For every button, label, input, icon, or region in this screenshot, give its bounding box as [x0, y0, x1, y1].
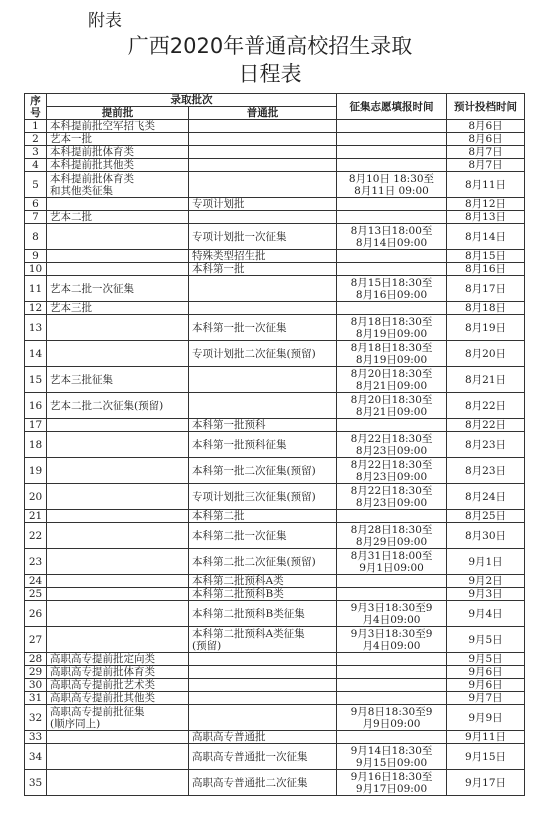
regular-batch-cell: 本科第二批预科B类征集 — [189, 601, 337, 627]
table-row — [25, 120, 525, 133]
table-row — [25, 263, 525, 276]
solicit-time-cell — [337, 666, 447, 679]
table-row — [25, 198, 525, 211]
planned-date-cell: 8月23日 — [447, 458, 525, 484]
row-number: 6 — [25, 198, 47, 211]
regular-batch-cell: 专项计划批一次征集 — [189, 224, 337, 250]
solicit-time-cell — [337, 263, 447, 276]
table-row — [25, 146, 525, 159]
regular-batch-cell — [189, 133, 337, 146]
planned-date-cell: 9月2日 — [447, 575, 525, 588]
early-batch-cell: 艺本一批 — [47, 133, 189, 146]
regular-batch-cell: 本科第一批预科 — [189, 419, 337, 432]
solicit-time-cell — [337, 588, 447, 601]
table-row — [25, 666, 525, 679]
early-batch-cell: 本科提前批空军招飞类 — [47, 120, 189, 133]
table-row — [25, 770, 525, 796]
regular-batch-cell — [189, 679, 337, 692]
regular-batch-cell — [189, 692, 337, 705]
solicit-time-cell: 8月22日18:30至 8月23日09:00 — [337, 432, 447, 458]
row-number: 12 — [25, 302, 47, 315]
regular-batch-cell: 本科第二批 — [189, 510, 337, 523]
early-batch-cell: 高职高专提前批体育类 — [47, 666, 189, 679]
solicit-time-cell: 8月10日 18:30至 8月11日 09:00 — [337, 172, 447, 198]
planned-date-cell: 9月7日 — [447, 692, 525, 705]
early-batch-cell: 艺本三批征集 — [47, 367, 189, 393]
planned-date-cell: 9月1日 — [447, 549, 525, 575]
solicit-time-cell: 9月3日18:30至9 月4日09:00 — [337, 627, 447, 653]
row-number: 33 — [25, 731, 47, 744]
planned-date-cell: 8月15日 — [447, 250, 525, 263]
solicit-time-cell: 8月31日18:00至 9月1日09:00 — [337, 549, 447, 575]
row-number: 34 — [25, 744, 47, 770]
solicit-time-cell: 8月18日18:30至 8月19日09:00 — [337, 341, 447, 367]
planned-date-cell: 8月7日 — [447, 159, 525, 172]
solicit-time-cell — [337, 159, 447, 172]
solicit-time-cell: 8月15日18:30至 8月16日09:00 — [337, 276, 447, 302]
early-batch-cell — [47, 341, 189, 367]
appendix-label: 附表 — [88, 11, 122, 31]
solicit-time-cell: 9月8日18:30至9 月9日09:00 — [337, 705, 447, 731]
planned-date-cell: 8月6日 — [447, 133, 525, 146]
early-batch-cell: 艺本二批一次征集 — [47, 276, 189, 302]
table-row — [25, 523, 525, 549]
row-number: 5 — [25, 172, 47, 198]
solicit-time-cell: 9月3日18:30至9 月4日09:00 — [337, 601, 447, 627]
solicit-time-cell: 8月20日18:30至 8月21日09:00 — [337, 367, 447, 393]
admission-schedule-table — [24, 93, 525, 796]
table-row — [25, 484, 525, 510]
regular-batch-cell: 本科第二批预科A类征集 (预留) — [189, 627, 337, 653]
solicit-time-cell — [337, 653, 447, 666]
solicit-time-cell: 8月22日18:30至 8月23日09:00 — [337, 484, 447, 510]
planned-date-cell: 9月6日 — [447, 679, 525, 692]
planned-date-cell: 9月5日 — [447, 653, 525, 666]
solicit-time-cell — [337, 419, 447, 432]
solicit-time-cell — [337, 120, 447, 133]
planned-date-cell: 8月23日 — [447, 432, 525, 458]
early-batch-cell: 本科提前批体育类 — [47, 146, 189, 159]
solicit-time-cell — [337, 731, 447, 744]
solicit-time-cell: 8月28日18:30至 8月29日09:00 — [337, 523, 447, 549]
regular-batch-cell: 本科第二批一次征集 — [189, 523, 337, 549]
planned-date-cell: 8月13日 — [447, 211, 525, 224]
table-row — [25, 172, 525, 198]
table-row — [25, 510, 525, 523]
early-batch-cell — [47, 770, 189, 796]
regular-batch-cell: 高职高专普通批一次征集 — [189, 744, 337, 770]
header-solicit-time: 征集志愿填报时间 — [337, 94, 447, 120]
early-batch-cell: 高职高专提前批征集 (顺序同上) — [47, 705, 189, 731]
early-batch-cell — [47, 224, 189, 250]
regular-batch-cell: 本科第二批预科B类 — [189, 588, 337, 601]
early-batch-cell — [47, 263, 189, 276]
planned-date-cell: 9月11日 — [447, 731, 525, 744]
row-number: 11 — [25, 276, 47, 302]
early-batch-cell — [47, 458, 189, 484]
planned-date-cell: 8月22日 — [447, 393, 525, 419]
regular-batch-cell: 本科第一批二次征集(预留) — [189, 458, 337, 484]
solicit-time-cell: 8月13日18:00至 8月14日09:00 — [337, 224, 447, 250]
early-batch-cell — [47, 315, 189, 341]
row-number: 3 — [25, 146, 47, 159]
planned-date-cell: 8月16日 — [447, 263, 525, 276]
header-planned-date: 预计投档时间 — [447, 94, 525, 120]
table-row — [25, 549, 525, 575]
table-row — [25, 705, 525, 731]
row-number: 22 — [25, 523, 47, 549]
planned-date-cell: 8月22日 — [447, 419, 525, 432]
solicit-time-cell — [337, 146, 447, 159]
header-seq: 序号 — [25, 94, 47, 120]
early-batch-cell: 本科提前批其他类 — [47, 159, 189, 172]
row-number: 20 — [25, 484, 47, 510]
table-row — [25, 133, 525, 146]
solicit-time-cell — [337, 575, 447, 588]
early-batch-cell — [47, 601, 189, 627]
row-number: 13 — [25, 315, 47, 341]
planned-date-cell: 8月20日 — [447, 341, 525, 367]
table-row — [25, 159, 525, 172]
regular-batch-cell — [189, 367, 337, 393]
table-row — [25, 458, 525, 484]
solicit-time-cell — [337, 302, 447, 315]
table-row — [25, 302, 525, 315]
solicit-time-cell: 9月14日18:30至 9月15日09:00 — [337, 744, 447, 770]
schedule-body — [25, 120, 525, 796]
planned-date-cell: 8月21日 — [447, 367, 525, 393]
regular-batch-cell: 本科第二批预科A类 — [189, 575, 337, 588]
early-batch-cell — [47, 419, 189, 432]
table-row — [25, 393, 525, 419]
regular-batch-cell: 高职高专普通批二次征集 — [189, 770, 337, 796]
regular-batch-cell: 本科第二批二次征集(预留) — [189, 549, 337, 575]
regular-batch-cell: 专项计划批 — [189, 198, 337, 211]
solicit-time-cell: 9月16日18:30至 9月17日09:00 — [337, 770, 447, 796]
solicit-time-cell — [337, 211, 447, 224]
regular-batch-cell — [189, 172, 337, 198]
table-row — [25, 731, 525, 744]
regular-batch-cell — [189, 211, 337, 224]
regular-batch-cell: 专项计划批三次征集(预留) — [189, 484, 337, 510]
table-row — [25, 575, 525, 588]
planned-date-cell: 9月5日 — [447, 627, 525, 653]
regular-batch-cell — [189, 120, 337, 133]
early-batch-cell: 艺本三批 — [47, 302, 189, 315]
planned-date-cell: 8月18日 — [447, 302, 525, 315]
solicit-time-cell: 8月18日18:30至 8月19日09:00 — [337, 315, 447, 341]
solicit-time-cell — [337, 510, 447, 523]
table-row — [25, 692, 525, 705]
planned-date-cell: 8月6日 — [447, 120, 525, 133]
planned-date-cell: 8月19日 — [447, 315, 525, 341]
early-batch-cell — [47, 627, 189, 653]
table-row — [25, 653, 525, 666]
solicit-time-cell: 8月20日18:30至 8月21日09:00 — [337, 393, 447, 419]
row-number: 14 — [25, 341, 47, 367]
table-row — [25, 627, 525, 653]
table-row — [25, 224, 525, 250]
solicit-time-cell — [337, 198, 447, 211]
row-number: 19 — [25, 458, 47, 484]
regular-batch-cell: 特殊类型招生批 — [189, 250, 337, 263]
early-batch-cell — [47, 549, 189, 575]
table-row — [25, 419, 525, 432]
early-batch-cell: 艺本二批 — [47, 211, 189, 224]
early-batch-cell: 高职高专提前批定向类 — [47, 653, 189, 666]
early-batch-cell — [47, 198, 189, 211]
planned-date-cell: 9月4日 — [447, 601, 525, 627]
row-number: 1 — [25, 120, 47, 133]
regular-batch-cell — [189, 159, 337, 172]
table-row — [25, 367, 525, 393]
table-row — [25, 315, 525, 341]
regular-batch-cell: 本科第一批预科征集 — [189, 432, 337, 458]
early-batch-cell — [47, 523, 189, 549]
early-batch-cell — [47, 250, 189, 263]
regular-batch-cell — [189, 276, 337, 302]
early-batch-cell: 艺本二批二次征集(预留) — [47, 393, 189, 419]
solicit-time-cell — [337, 133, 447, 146]
regular-batch-cell: 高职高专普通批 — [189, 731, 337, 744]
row-number: 31 — [25, 692, 47, 705]
planned-date-cell: 8月25日 — [447, 510, 525, 523]
planned-date-cell: 8月30日 — [447, 523, 525, 549]
planned-date-cell: 8月12日 — [447, 198, 525, 211]
row-number: 32 — [25, 705, 47, 731]
row-number: 30 — [25, 679, 47, 692]
early-batch-cell — [47, 744, 189, 770]
row-number: 27 — [25, 627, 47, 653]
row-number: 9 — [25, 250, 47, 263]
table-row — [25, 250, 525, 263]
regular-batch-cell — [189, 146, 337, 159]
planned-date-cell: 8月7日 — [447, 146, 525, 159]
header-regular-batch: 普通批 — [189, 107, 337, 120]
solicit-time-cell — [337, 250, 447, 263]
header-early-batch: 提前批 — [47, 107, 189, 120]
table-row — [25, 341, 525, 367]
row-number: 4 — [25, 159, 47, 172]
planned-date-cell: 9月6日 — [447, 666, 525, 679]
table-row — [25, 276, 525, 302]
solicit-time-cell — [337, 679, 447, 692]
page-title: 广西2020年普通高校招生录取 — [127, 34, 413, 58]
table-row — [25, 601, 525, 627]
table-row — [25, 744, 525, 770]
table-row — [25, 588, 525, 601]
early-batch-cell — [47, 731, 189, 744]
row-number: 26 — [25, 601, 47, 627]
row-number: 7 — [25, 211, 47, 224]
row-number: 28 — [25, 653, 47, 666]
planned-date-cell: 8月17日 — [447, 276, 525, 302]
row-number: 35 — [25, 770, 47, 796]
regular-batch-cell — [189, 653, 337, 666]
header-batch: 录取批次 — [47, 94, 337, 107]
row-number: 2 — [25, 133, 47, 146]
row-number: 24 — [25, 575, 47, 588]
regular-batch-cell: 专项计划批二次征集(预留) — [189, 341, 337, 367]
planned-date-cell: 9月9日 — [447, 705, 525, 731]
regular-batch-cell — [189, 666, 337, 679]
row-number: 10 — [25, 263, 47, 276]
planned-date-cell: 8月14日 — [447, 224, 525, 250]
planned-date-cell: 8月11日 — [447, 172, 525, 198]
early-batch-cell — [47, 432, 189, 458]
row-number: 29 — [25, 666, 47, 679]
row-number: 16 — [25, 393, 47, 419]
table-row — [25, 679, 525, 692]
table-row — [25, 432, 525, 458]
planned-date-cell: 9月3日 — [447, 588, 525, 601]
regular-batch-cell — [189, 393, 337, 419]
row-number: 23 — [25, 549, 47, 575]
early-batch-cell: 高职高专提前批艺术类 — [47, 679, 189, 692]
row-number: 25 — [25, 588, 47, 601]
regular-batch-cell — [189, 705, 337, 731]
early-batch-cell: 本科提前批体育类 和其他类征集 — [47, 172, 189, 198]
solicit-time-cell: 8月22日18:30至 8月23日09:00 — [337, 458, 447, 484]
planned-date-cell: 8月24日 — [447, 484, 525, 510]
solicit-time-cell — [337, 692, 447, 705]
row-number: 21 — [25, 510, 47, 523]
row-number: 15 — [25, 367, 47, 393]
row-number: 18 — [25, 432, 47, 458]
regular-batch-cell: 本科第一批一次征集 — [189, 315, 337, 341]
early-batch-cell: 高职高专提前批其他类 — [47, 692, 189, 705]
planned-date-cell: 9月15日 — [447, 744, 525, 770]
table-row — [25, 211, 525, 224]
row-number: 8 — [25, 224, 47, 250]
page-subtitle: 日程表 — [238, 62, 302, 86]
row-number: 17 — [25, 419, 47, 432]
early-batch-cell — [47, 588, 189, 601]
regular-batch-cell: 本科第一批 — [189, 263, 337, 276]
early-batch-cell — [47, 510, 189, 523]
early-batch-cell — [47, 484, 189, 510]
planned-date-cell: 9月17日 — [447, 770, 525, 796]
early-batch-cell — [47, 575, 189, 588]
regular-batch-cell — [189, 302, 337, 315]
